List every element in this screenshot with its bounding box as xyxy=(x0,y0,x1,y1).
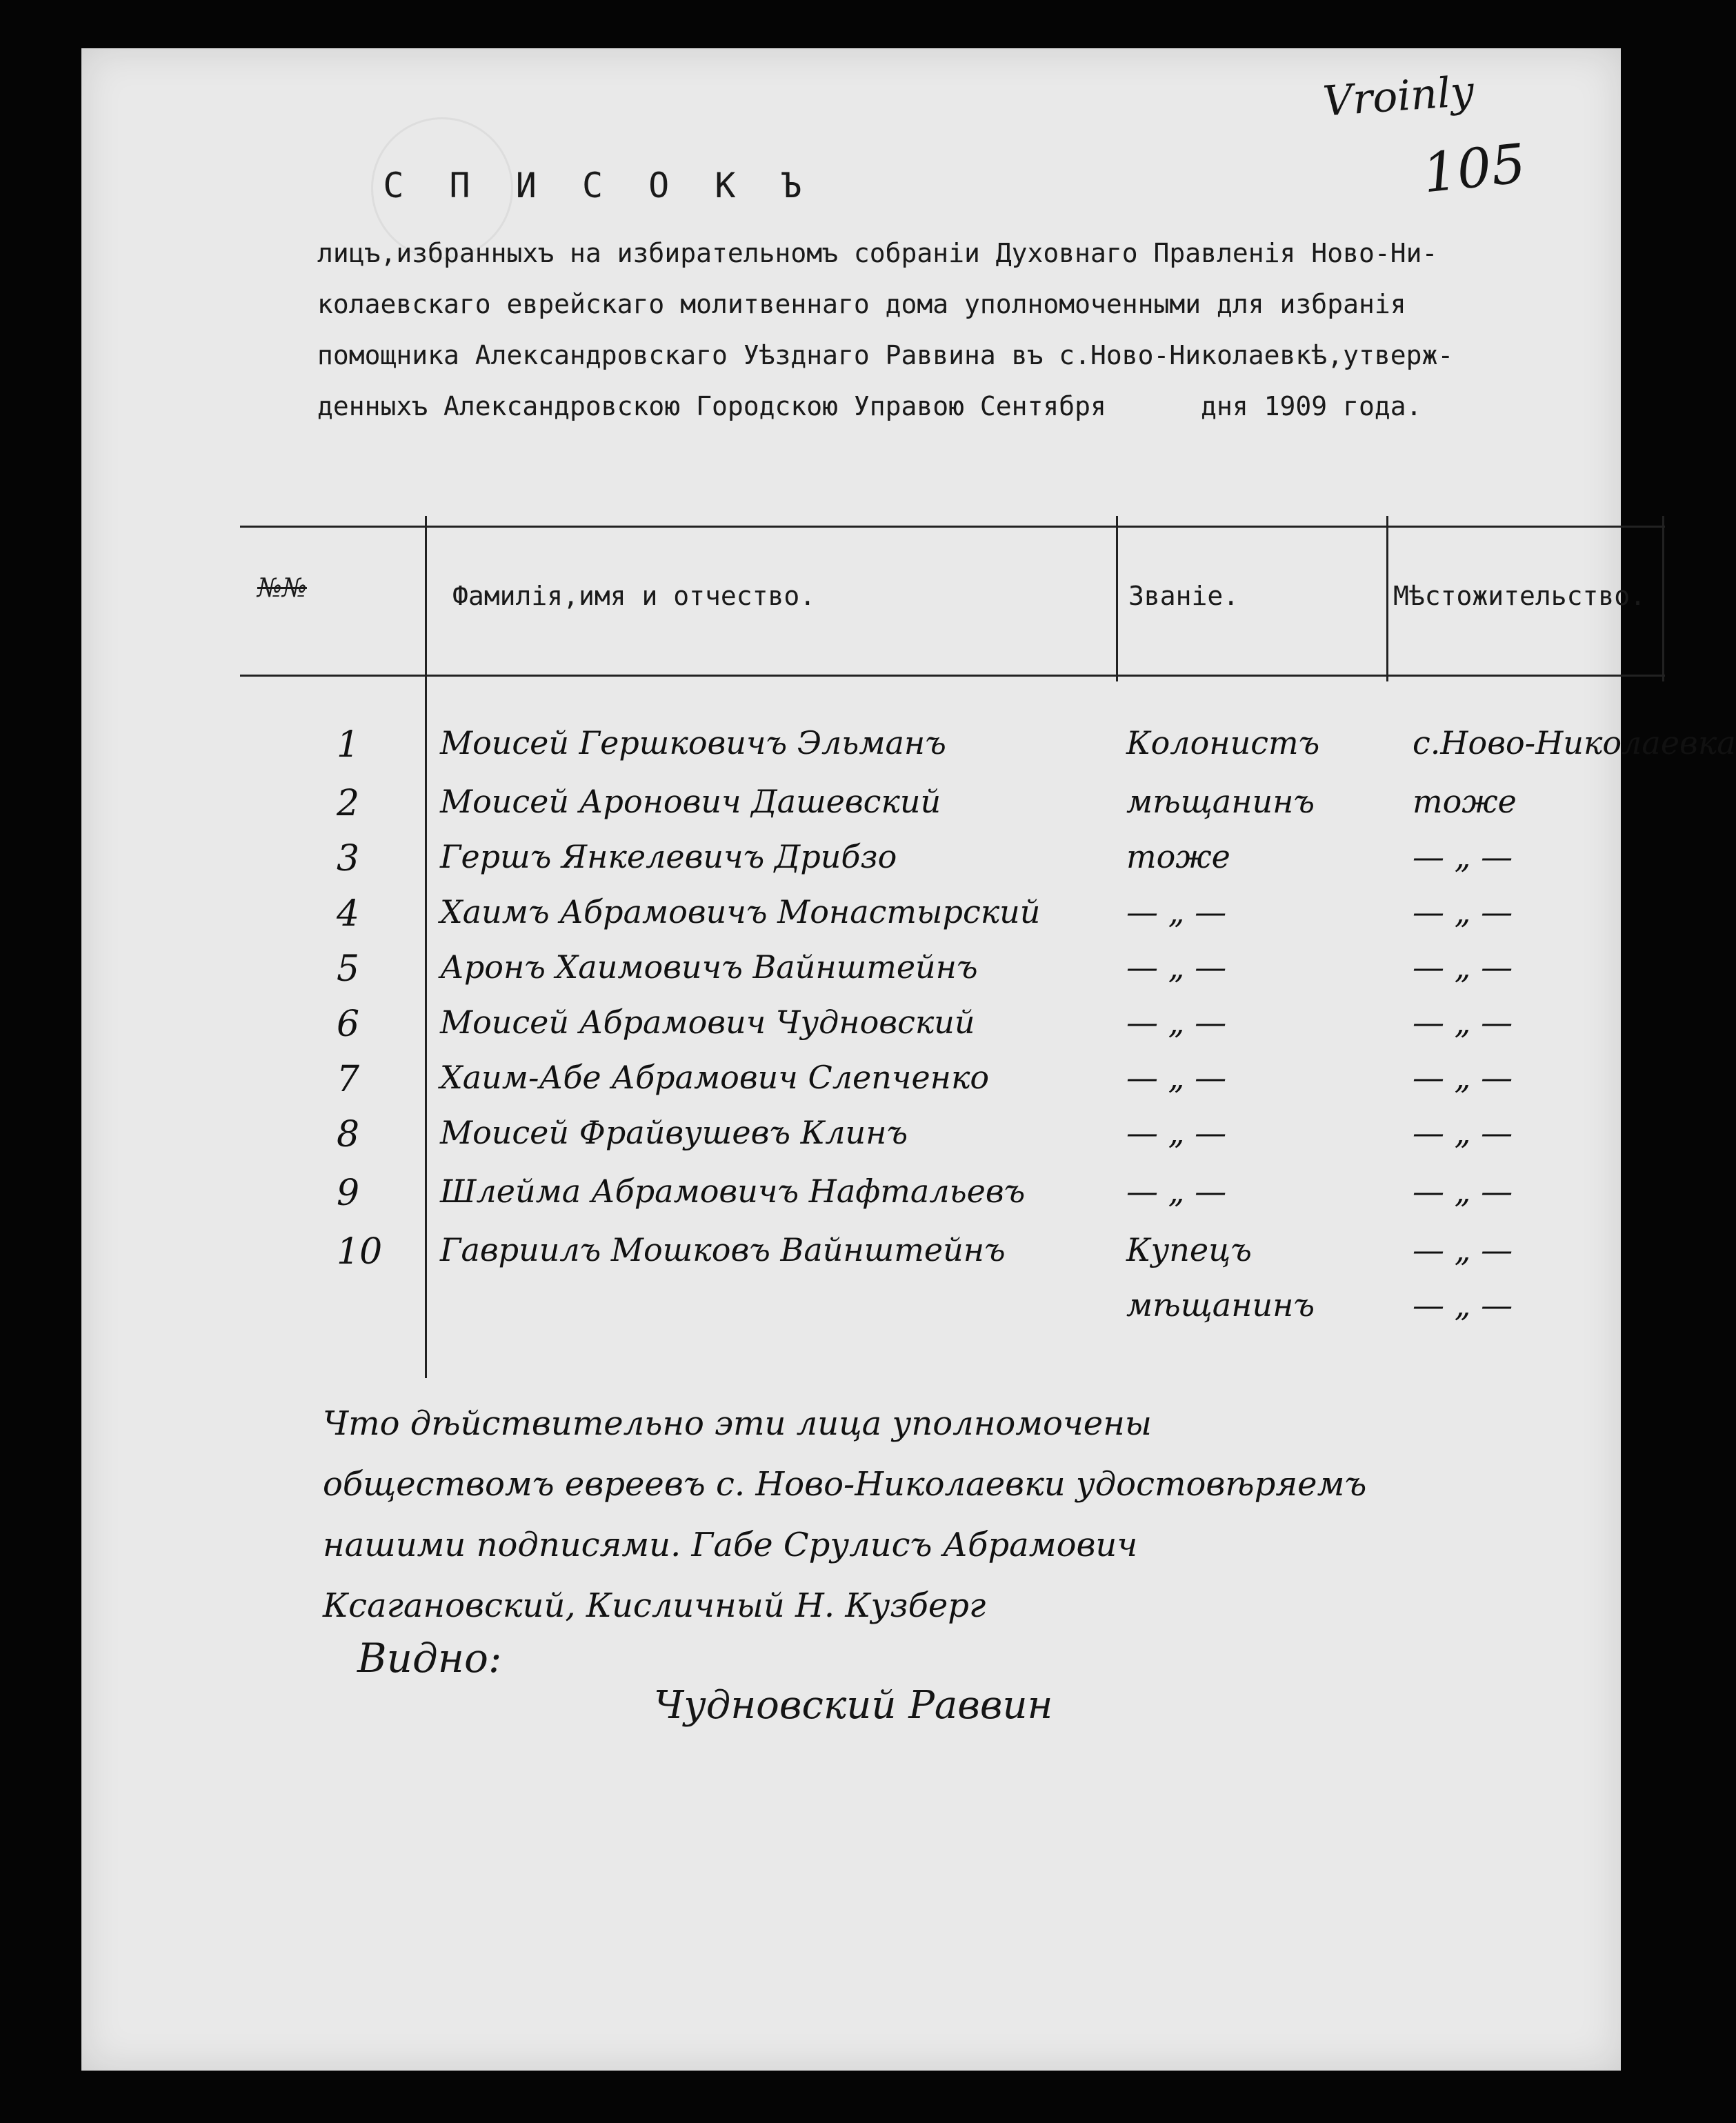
table-row xyxy=(240,1114,1665,1169)
column-header-number: №№ xyxy=(257,572,307,603)
signature-label: Видно: xyxy=(357,1635,502,1682)
row-name: Гавриилъ Мошковъ Вайнштейнъ xyxy=(440,1231,1006,1268)
row-number: 5 xyxy=(337,948,360,990)
row-rank: — „ — xyxy=(1126,1114,1227,1151)
row-rank: — „ — xyxy=(1126,1004,1227,1041)
note-line: Ксагановский, Кисличный Н. Кузберг xyxy=(323,1586,986,1625)
row-name: Хаим-Абе Абрамович Слепченко xyxy=(440,1059,990,1096)
archive-number: 105 xyxy=(1419,132,1529,206)
certification-note xyxy=(323,1393,1366,1636)
row-place: — „ — xyxy=(1413,948,1513,986)
table-row xyxy=(240,783,1665,838)
row-name: Моисей Аронович Дашевский xyxy=(440,783,941,820)
note-line: Что дѣйствительно эти лица уполномочены xyxy=(323,1404,1152,1443)
note-line: обществомъ евреевъ с. Ново-Николаевки удостовѣряемъ xyxy=(323,1465,1367,1504)
document-page xyxy=(81,48,1736,2071)
row-name: Моисей Фрайвушевъ Клинъ xyxy=(440,1114,908,1151)
document-header xyxy=(317,228,1648,432)
row-number: 2 xyxy=(337,783,360,824)
row-number: 8 xyxy=(337,1114,360,1155)
row-place: — „ — xyxy=(1413,1059,1513,1096)
header-line: денныхъ Александровскою Городскою Управою Сентября дня 1909 года. xyxy=(317,391,1422,421)
table-row xyxy=(240,838,1665,893)
row-number: 7 xyxy=(337,1059,360,1100)
table-row xyxy=(240,724,1736,779)
row-rank: мѣщанинъ xyxy=(1126,1286,1315,1324)
row-name: Шлейма Абрамовичъ Нафтальевъ xyxy=(440,1173,1026,1210)
row-rank: тоже xyxy=(1126,838,1230,875)
row-place: — „ — xyxy=(1413,1004,1513,1041)
row-place: — „ — xyxy=(1413,1114,1513,1151)
row-rank: — „ — xyxy=(1126,893,1227,930)
table-row xyxy=(240,893,1665,948)
row-place: — „ — xyxy=(1413,1173,1513,1210)
column-header-rank: Званiе. xyxy=(1128,581,1239,611)
row-place: — „ — xyxy=(1413,1231,1513,1268)
row-place: — „ — xyxy=(1413,1286,1513,1324)
row-rank: Купецъ xyxy=(1126,1231,1252,1268)
row-number: 1 xyxy=(337,724,360,766)
row-number: 3 xyxy=(337,838,360,879)
row-name: Хаимъ Абрамовичъ Монастырский xyxy=(440,893,1041,930)
note-line: нашими подписями. Габе Срулисъ Абрамович xyxy=(323,1526,1138,1564)
row-rank: мѣщанинъ xyxy=(1126,783,1315,820)
table-row xyxy=(240,1286,1665,1342)
row-number: 6 xyxy=(337,1004,360,1045)
row-place: — „ — xyxy=(1413,893,1513,930)
column-header-residence: Мѣстожительство. xyxy=(1393,581,1646,611)
header-line: лицъ,избранныхъ на избирательномъ собранiи Духовнаго Правленiя Ново-Ни- xyxy=(317,238,1438,268)
row-name: Моисей Гершковичъ Эльманъ xyxy=(440,724,946,761)
header-line: помощника Александровскаго Уѣзднаго Раввина въ с.Ново-Николаевкѣ,утверж- xyxy=(317,340,1454,370)
row-place: — „ — xyxy=(1413,838,1513,875)
column-header-name: Фамилiя,имя и отчество. xyxy=(452,581,816,611)
row-number: 10 xyxy=(337,1231,383,1273)
archive-mark: Vroinly xyxy=(1321,67,1476,126)
row-name: Аронъ Хаимовичъ Вайнштейнъ xyxy=(440,948,978,986)
column-divider xyxy=(1116,516,1118,681)
row-name: Моисей Абрамович Чудновский xyxy=(440,1004,975,1041)
column-divider xyxy=(1662,516,1664,681)
table-row xyxy=(240,1231,1665,1286)
row-number: 9 xyxy=(337,1173,360,1214)
row-place: с.Ново-Николаевка xyxy=(1413,724,1736,761)
row-number: 4 xyxy=(337,893,360,935)
row-rank: — „ — xyxy=(1126,1059,1227,1096)
row-place: тоже xyxy=(1413,783,1517,820)
table-top-rule xyxy=(240,526,1665,528)
document-title: С П И С О К Ъ xyxy=(383,166,815,206)
table-row xyxy=(240,1059,1665,1114)
table-row xyxy=(240,1004,1665,1059)
delegates-table xyxy=(240,476,1736,1379)
table-row xyxy=(240,1173,1665,1228)
row-rank: Колонистъ xyxy=(1126,724,1320,761)
row-rank: — „ — xyxy=(1126,1173,1227,1210)
signature-name: Чудновский Раввин xyxy=(654,1683,1053,1728)
row-name: Гершъ Янкелевичъ Дрибзо xyxy=(440,838,897,875)
header-line: колаевскаго еврейскаго молитвеннаго дома уполномоченными для избранiя xyxy=(317,289,1406,319)
table-row xyxy=(240,948,1665,1004)
column-divider xyxy=(1386,516,1388,681)
row-rank: — „ — xyxy=(1126,948,1227,986)
table-header-rule xyxy=(240,675,1665,677)
